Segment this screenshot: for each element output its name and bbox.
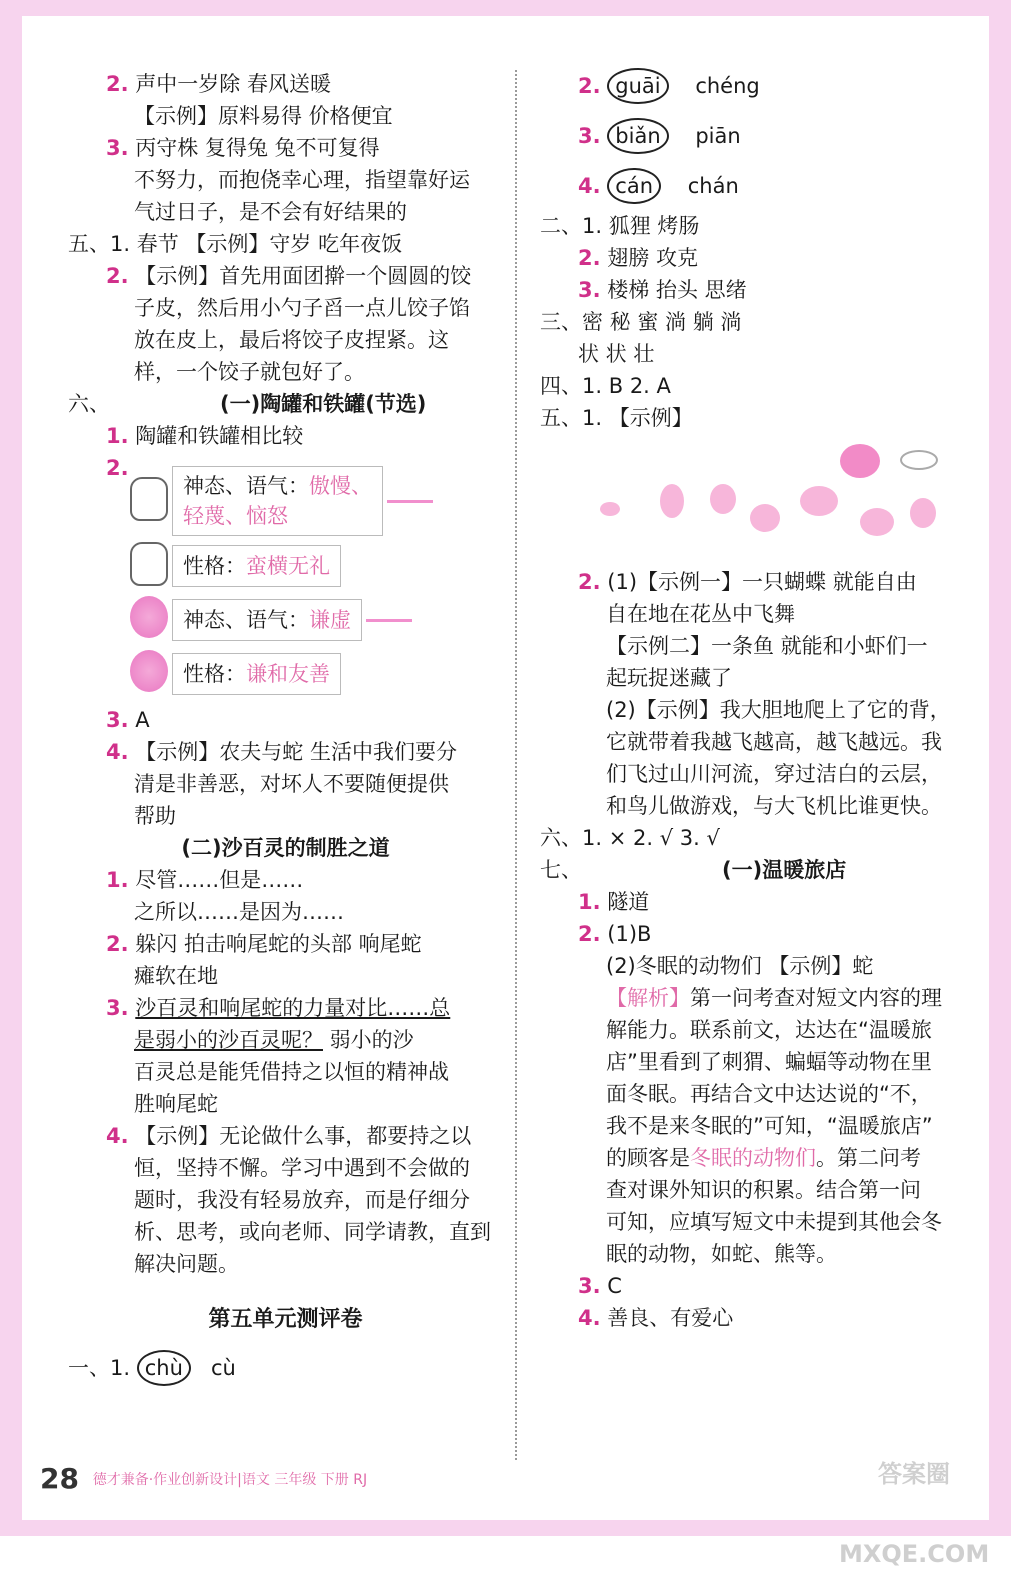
answer-line: 五、1. 【示例】 (540, 406, 693, 430)
answer-line: 1. 尽管……但是…… (106, 868, 304, 892)
page-footer (40, 1462, 367, 1495)
pottery-jar-icon (130, 477, 172, 525)
decorative-border-right (989, 0, 1011, 1536)
answer-line: 3. 楼梯 抬头 思绪 (578, 278, 747, 302)
answer-line: 店”里看到了刺猬、蝙蝠等动物在里 (606, 1050, 932, 1074)
answer-line: 百灵总是能凭借持之以恒的精神战 (134, 1060, 449, 1084)
answer-line: 它就带着我越飞越高，越飞越远。我 (606, 730, 942, 754)
iron-jar-icon (130, 596, 172, 644)
answer-line: 们飞过山川河流，穿过洁白的云层， (606, 762, 942, 786)
answer-line: 析、思考，或向老师、同学请教，直到 (134, 1220, 491, 1244)
answer-line: 六、1. × 2. √ 3. √ (540, 826, 720, 850)
answer-line: 我不是来冬眠的”可知，“温暖旅店” (606, 1114, 933, 1138)
iron-jar-icon (130, 650, 172, 698)
answer-line: 状 状 壮 (578, 342, 655, 366)
iron-jar-personality (130, 650, 503, 698)
answer-line: 不努力，而抱侥幸心理，指望靠好运 (134, 168, 470, 192)
answer-line: 胜响尾蛇 (134, 1092, 218, 1116)
answer-line: 二、1. 狐狸 烤肠 (540, 214, 700, 238)
animal-icon (710, 484, 736, 514)
answer-line: 3. A (106, 708, 150, 732)
answer-line: 3. biǎn piān (540, 118, 980, 154)
answer-line: 五、1. 春节 【示例】守岁 吃年夜饭 (68, 232, 403, 256)
animal-icon (750, 504, 780, 532)
book-title: 德才兼备·作业创新设计|语文 三年级 下册 RJ (92, 1471, 368, 1488)
answer-line: 1. 陶罐和铁罐相比较 (106, 424, 304, 448)
unit-title: 第五单元测评卷 (208, 1307, 363, 1332)
answer-line: (2)冬眠的动物们 【示例】蛇 (606, 954, 874, 978)
answer-line: 2. (106, 456, 129, 480)
answer-line: 气过日子，是不会有好结果的 (134, 200, 407, 224)
answer-line: 可知，应填写短文中未提到其他会冬 (606, 1210, 942, 1234)
answer-line: 四、1. B 2. A (540, 374, 671, 398)
answer-line: 自在地在花丛中飞舞 (606, 602, 795, 626)
answer-line: 放在皮上，最后将饺子皮捏紧。这 (134, 328, 449, 352)
answer-line: 和鸟儿做游戏，与大飞机比谁更快。 (606, 794, 942, 818)
answer-line: 一、1. chù cù (68, 1350, 503, 1386)
answer-line: 查对课外知识的积累。结合第一问 (606, 1178, 921, 1202)
answer-line: 2. 声中一岁除 春风送暖 (106, 72, 331, 96)
answer-line: 3. 沙百灵和响尾蛇的力量对比……总 (106, 996, 451, 1020)
sun-icon (840, 444, 880, 478)
answer-line: 解能力。联系前文，达达在“温暖旅 (606, 1018, 932, 1042)
answer-line: 样，一个饺子就包好了。 (134, 360, 365, 384)
answer-box: 性格：蛮横无礼 (172, 545, 341, 587)
answer-line: 2. 躲闪 拍击响尾蛇的头部 响尾蛇 (106, 932, 422, 956)
iron-jar-attitude (130, 596, 503, 644)
example-drawing (600, 444, 980, 554)
answer-line: 面冬眠。再结合文中达达说的“不， (606, 1082, 932, 1106)
answer-line: 3. C (578, 1274, 622, 1298)
answer-line: 恒，坚持不懈。学习中遇到不会做的 (134, 1156, 470, 1180)
answer-line: 【示例二】一条鱼 就能和小虾们一 (606, 634, 928, 658)
answer-line: 起玩捉迷藏了 (606, 666, 732, 690)
answer-line: 2. (1)【示例一】一只蝴蝶 就能自由 (578, 570, 917, 594)
right-column (540, 68, 980, 1334)
answer-line: 【解析】第一问考查对短文内容的理 (606, 986, 942, 1010)
answer-line: 2. 【示例】首先用面团擀一个圆圆的饺 (106, 264, 472, 288)
answer-line: 2. (1)B (578, 922, 652, 946)
answer-line: 3. 丙守株 复得兔 兔不可复得 (106, 136, 380, 160)
flower-icon (600, 502, 620, 516)
section-heading: (二)沙百灵的制胜之道 (181, 836, 390, 860)
answer-line: 子皮，然后用小勺子舀一点儿饺子馅 (134, 296, 470, 320)
answer-line: 之所以……是因为…… (134, 900, 344, 924)
arrow-icon (366, 619, 412, 622)
decorative-border-top (0, 0, 1011, 16)
answer-line: 的顾客是冬眠的动物们。第二问考 (606, 1146, 921, 1170)
answer-line: 4. 【示例】农夫与蛇 生活中我们要分 (106, 740, 457, 764)
answer-line: 4. 善良、有爱心 (578, 1306, 734, 1330)
left-column (68, 68, 503, 1386)
answer-line: 三、密 秘 蜜 淌 躺 淌 (540, 310, 742, 334)
answer-box: 性格：谦和友善 (172, 653, 341, 695)
answer-box: 神态、语气：谦虚 (172, 599, 362, 641)
page-number: 28 (40, 1462, 79, 1495)
watermark-logo: 答案圈 MXQE.COM (839, 1460, 990, 1568)
answer-line: 2. 翅膀 攻克 (578, 246, 698, 270)
animal-icon (860, 508, 894, 536)
answer-line: 2. guāi chéng (540, 68, 980, 104)
animal-icon (660, 484, 684, 518)
answer-line: 解决问题。 (134, 1252, 239, 1276)
answer-line: 【示例】原料易得 价格便宜 (134, 104, 393, 128)
answer-line: (2)【示例】我大胆地爬上了它的背， (606, 698, 951, 722)
answer-line: 1. 隧道 (578, 890, 650, 914)
pottery-jar-icon (130, 542, 172, 590)
answer-line: 帮助 (134, 804, 176, 828)
arrow-icon (387, 500, 433, 503)
cloud-icon (900, 450, 938, 470)
section-heading: 七、 (一)温暖旅店 (540, 858, 847, 882)
answer-line: 眠的动物，如蛇、熊等。 (606, 1242, 837, 1266)
answer-line: 题时，我没有轻易放弃，而是仔细分 (134, 1188, 470, 1212)
answer-box: 神态、语气：傲慢、 轻蔑、恼怒 (172, 466, 383, 536)
answer-line: 是弱小的沙百灵呢？ 弱小的沙 (134, 1028, 414, 1052)
answer-line: 清是非善恶，对坏人不要随便提供 (134, 772, 449, 796)
column-divider (515, 70, 517, 1460)
answer-line: 4. cán chán (540, 168, 980, 204)
animal-icon (800, 486, 838, 516)
answer-line: 4. 【示例】无论做什么事，都要持之以 (106, 1124, 472, 1148)
section-heading: 六、 (一)陶罐和铁罐(节选) (68, 392, 427, 416)
pottery-jar-personality (130, 542, 503, 590)
animal-icon (910, 498, 936, 528)
decorative-border-left (0, 0, 22, 1536)
answer-line: 瘫软在地 (134, 964, 218, 988)
